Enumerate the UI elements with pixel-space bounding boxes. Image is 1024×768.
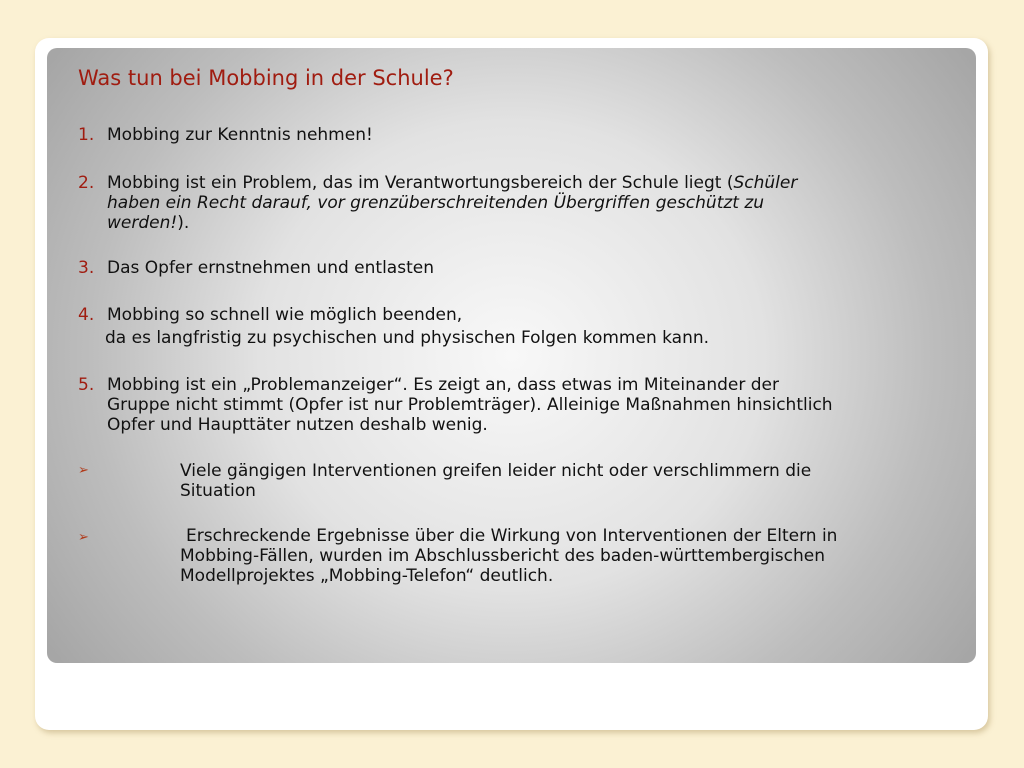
list-text: Mobbing zur Kenntnis nehmen!	[107, 125, 373, 145]
list-number: 1.	[78, 125, 95, 145]
list-number: 4.	[78, 305, 95, 325]
bullet-text-line: Mobbing-Fällen, wurden im Abschlussbericht des baden-württembergischen	[180, 546, 826, 566]
bullet-text-line: Erschreckende Ergebnisse über die Wirkung von Interventionen der Eltern in	[186, 526, 838, 546]
list-text-italic: Schüler	[733, 173, 798, 193]
list-text-line: Mobbing ist ein „Problemanzeiger“. Es zeigt an, dass etwas im Miteinander der	[107, 375, 779, 395]
list-text	[107, 173, 957, 233]
list-number: 5.	[78, 375, 95, 395]
list-text-italic: haben ein Recht darauf, vor grenzüberschreitenden Übergriffen geschützt zu	[107, 193, 765, 213]
list-number: 2.	[78, 173, 95, 193]
bullet-text-line: Modellprojektes „Mobbing-Telefon“ deutlich.	[180, 566, 554, 586]
bullet-text-line: Viele gängigen Interventionen greifen leider nicht oder verschlimmern die	[180, 461, 812, 481]
list-text-line: Gruppe nicht stimmt (Opfer ist nur Problemträger). Alleinige Maßnahmen hinsichtlich	[107, 395, 833, 415]
list-text-part: Mobbing ist ein Problem, das im Verantwortungsbereich der Schule liegt (	[107, 173, 734, 193]
list-text: Das Opfer ernstnehmen und entlasten	[107, 258, 434, 278]
bullet-text	[180, 461, 960, 501]
list-number: 3.	[78, 258, 95, 278]
list-text: Mobbing so schnell wie möglich beenden,	[107, 305, 463, 325]
list-text-line: Opfer und Haupttäter nutzen deshalb wenig.	[107, 415, 488, 435]
bullet-text	[180, 526, 970, 586]
bullet-text-line: Situation	[180, 481, 256, 501]
list-item-4-continuation: da es langfristig zu psychischen und physischen Folgen kommen kann.	[105, 328, 710, 348]
arrow-bullet-icon: ➢	[78, 530, 89, 545]
list-text-part: ).	[177, 213, 190, 233]
slide-title: Was tun bei Mobbing in der Schule?	[78, 66, 454, 90]
list-text	[107, 375, 977, 435]
list-text-italic: werden!	[107, 213, 178, 233]
arrow-bullet-icon: ➢	[78, 463, 89, 478]
